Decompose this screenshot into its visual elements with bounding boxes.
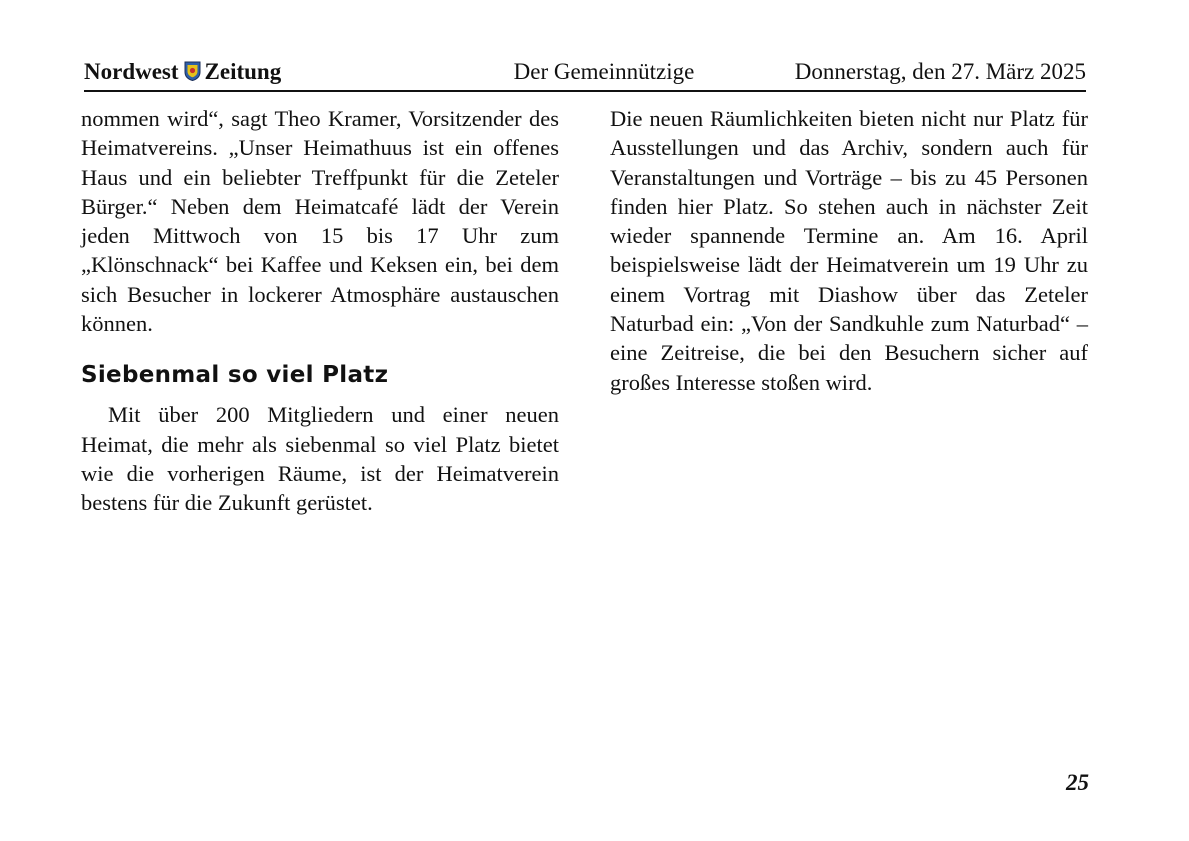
page-number: 25 (1066, 770, 1089, 795)
article-paragraph: nommen wird“, sagt Theo Kramer, Vorsitzender des Heimatvereins. „Unser Heimathuus ist ein offenes Haus und ein beliebter Treffpunkt für die Zeteler Bürger.“ Neben dem Heimatcafé lädt der Verein jeden Mittwoch von 15 bis 17 Uhr zum „Klönschnack“ bei Kaffee und Keksen ein, bei dem sich Besucher in lockerer Atmosphäre austauschen können. (81, 106, 559, 337)
brand-name-right: Zeitung (204, 59, 282, 84)
newspaper-brand (84, 59, 281, 85)
page-header (84, 56, 1086, 92)
coat-of-arms-icon (184, 61, 201, 81)
article-paragraph: Die neuen Räumlichkeiten bieten nicht nur Platz für Ausstellungen und das Archiv, sondern auch für Veranstaltungen und Vorträge – bis zu 45 Personen finden hier Platz. So stehen auch in nächster Zeit wieder spannende Termine an. Am 16. April beispielsweise lädt der Heimatverein um 19 Uhr zu einem Vortrag mit Diashow über das Zeteler Naturbad ein: „Von der Sandkuhle zum Naturbad“ – eine Zeitreise, die bei den Besuchern sicher auf großes Interesse stoßen wird. (610, 106, 1088, 395)
brand-name-left: Nordwest (84, 59, 179, 84)
issue-date: Donnerstag, den 27. März 2025 (794, 59, 1086, 84)
article-column-right (610, 104, 1088, 397)
article-subheading: Siebenmal so viel Platz (81, 362, 389, 389)
section-title: Der Gemeinnützige (513, 59, 695, 84)
article-column-left (81, 104, 559, 518)
article-paragraph: Mit über 200 Mitgliedern und einer neuen Heimat, die mehr als siebenmal so viel Platz bietet wie die vorherigen Räume, ist der Heimatverein bestens für die Zukunft gerüstet. (81, 402, 559, 516)
